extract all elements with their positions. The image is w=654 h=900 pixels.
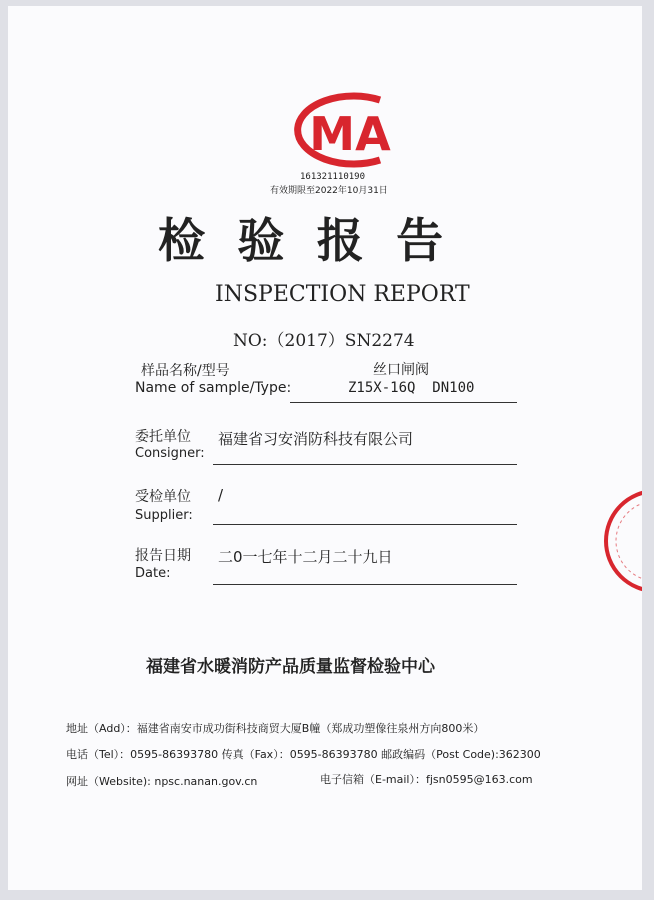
consigner-value: 福建省习安消防科技有限公司 — [218, 430, 414, 448]
title-en: INSPECTION REPORT — [215, 282, 470, 307]
sample-underline — [290, 402, 517, 403]
cma-validity: 有效期限至2022年10月31日 — [270, 186, 388, 196]
consigner-label-en: Consigner: — [135, 446, 205, 461]
red-seal-stamp — [598, 486, 642, 596]
date-label-cn: 报告日期 — [135, 548, 191, 564]
title-cn: 检 验 报 告 — [158, 214, 452, 269]
cma-cert-number: 161321110190 — [300, 172, 366, 182]
supplier-label-en: Supplier: — [135, 508, 193, 523]
cma-logo-text: MA — [309, 107, 391, 161]
date-value: 二0一七年十二月二十九日 — [218, 548, 393, 566]
report-number: NO:（2017）SN2274 — [233, 331, 415, 351]
supplier-underline — [213, 524, 517, 525]
sample-label-cn: 样品名称/型号 — [141, 363, 230, 379]
sample-name: 丝口闸阀 — [373, 362, 429, 378]
cma-logo — [280, 90, 410, 170]
consigner-underline — [213, 464, 517, 465]
consigner-label-cn: 委托单位 — [135, 429, 191, 445]
issuing-center: 福建省水暖消防产品质量监督检验中心 — [146, 657, 435, 677]
date-underline — [213, 584, 517, 585]
sample-label-en: Name of sample/Type: — [135, 380, 292, 396]
footer-website: 网址（Website): npsc.nanan.gov.cn — [66, 775, 258, 788]
sample-type: Z15X-16Q DN100 — [348, 380, 475, 396]
document-page — [8, 6, 642, 890]
supplier-label-cn: 受检单位 — [135, 489, 191, 505]
date-label-en: Date: — [135, 566, 171, 581]
footer-tel: 电话（Tel）：0595-86393780 传真（Fax）：0595-86393780 邮政编码（Post Code):362300 — [66, 748, 541, 761]
supplier-value: / — [218, 486, 224, 504]
footer-address: 地址（Add）：福建省南安市成功街科技商贸大厦B幢（郑成功塑像往泉州方向800米） — [66, 722, 485, 735]
footer-email: 电子信箱（E-mail）：fjsn0595@163.com — [320, 773, 533, 786]
